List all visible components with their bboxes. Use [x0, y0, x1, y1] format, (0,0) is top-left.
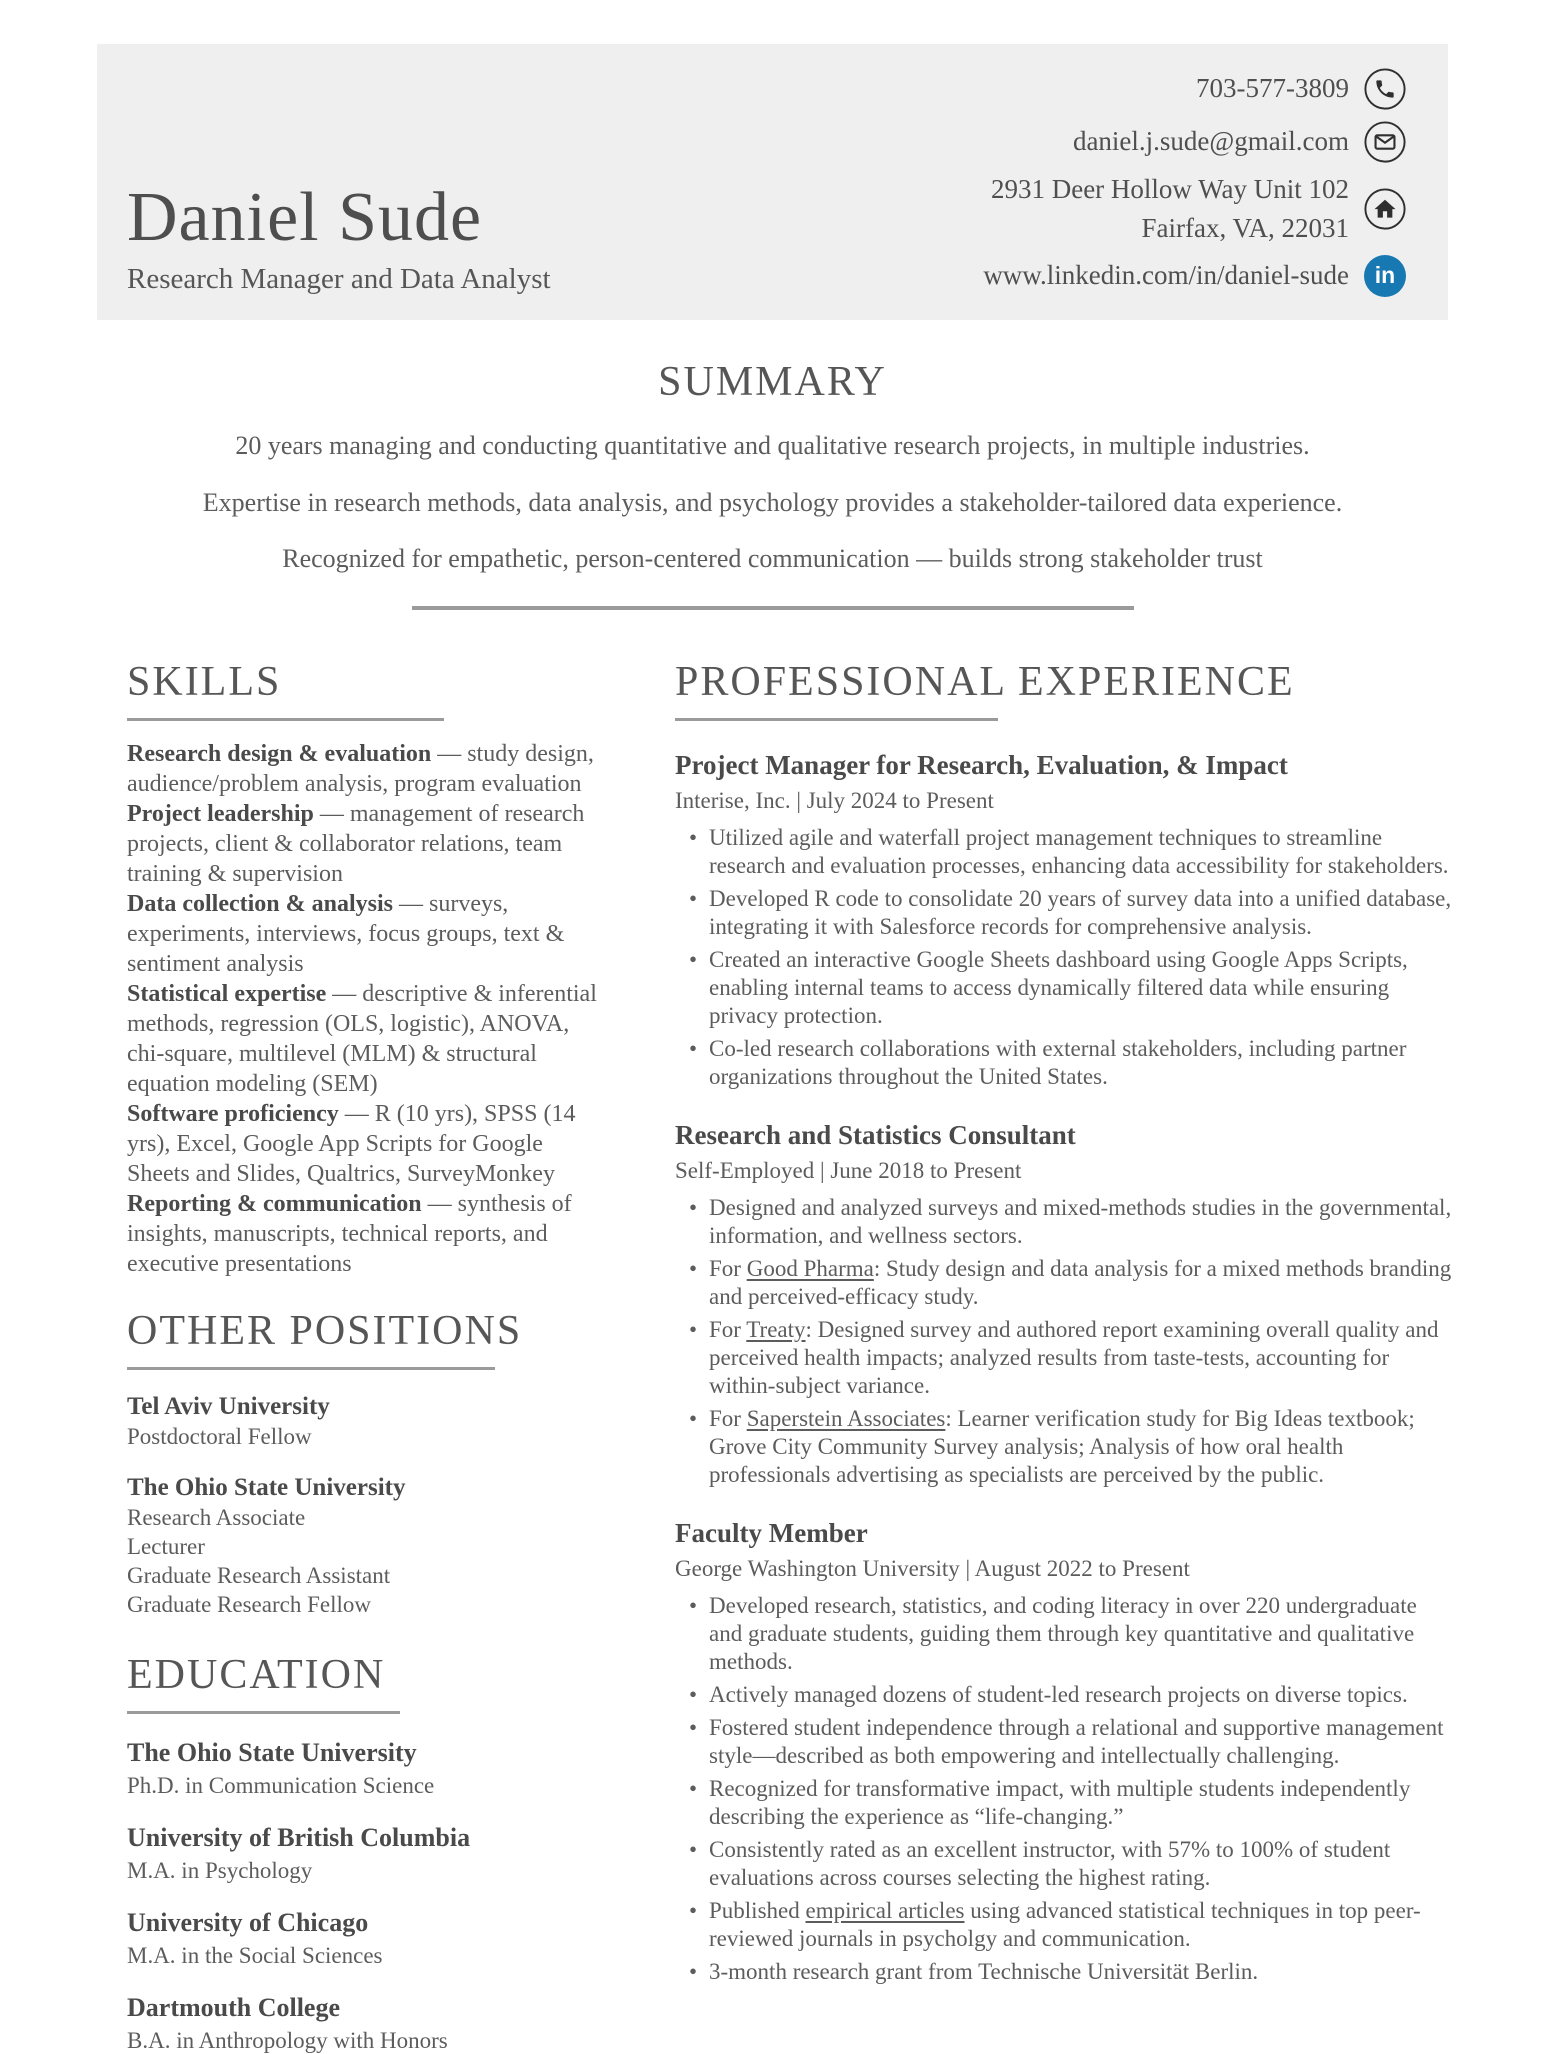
skill-item: [127, 1189, 610, 1279]
job-company-dates: George Washington University | August 2022 to Present: [675, 1555, 1190, 1581]
bullet-text: Developed research, statistics, and coding literacy in over 220 undergraduate and graduate students, guiding them through key quantitative and qualitative methods.: [709, 1592, 1417, 1674]
experience-section: [675, 658, 1455, 1986]
degree-name: Ph.D. in Communication Science: [127, 1772, 435, 1798]
education-item: [127, 1738, 610, 1799]
skill-description: — study design, audience/problem analysis, program evaluation: [127, 740, 594, 797]
summary-line: Recognized for empathetic, person-centered communication — builds strong stakeholder trust: [282, 544, 1263, 573]
bullet-text: 3-month research grant from Technische Universität Berlin.: [709, 1958, 1259, 1984]
skills-section: [127, 658, 610, 1279]
job-title: Research and Statistics Consultant: [675, 1119, 1076, 1150]
job-bullet: [709, 1255, 1455, 1311]
skill-term: Statistical expertise: [127, 980, 327, 1007]
organization-name: Tel Aviv University: [127, 1392, 330, 1420]
bullet-text: Consistently rated as an excellent instructor, with 57% to 100% of student evaluations across courses selecting the highest rating.: [709, 1836, 1391, 1890]
job-bullet: [709, 1194, 1455, 1250]
job-bullet: [709, 824, 1455, 880]
bullet-text: Published: [709, 1897, 806, 1923]
job-bullet-list: [675, 824, 1455, 1091]
skill-term: Data collection & analysis: [127, 890, 393, 917]
bullet-text: Created an interactive Google Sheets dashboard using Google Apps Scripts, enabling internal teams to access dynamically filtered data while ensuring privacy protection.: [709, 946, 1408, 1028]
experience-rule: [675, 718, 998, 721]
bullet-text: Developed R code to consolidate 20 years of survey data into a unified database, integrating it with Salesforce records for comprehensive analysis.: [709, 885, 1452, 939]
job-bullet: [709, 1897, 1455, 1953]
contact-row-email: [983, 121, 1406, 163]
skill-term: Reporting & communication: [127, 1190, 422, 1217]
summary-heading: SUMMARY: [658, 359, 887, 405]
person-title: Research Manager and Data Analyst: [127, 263, 551, 295]
school-name: Dartmouth College: [127, 1992, 341, 2022]
bullet-text: Designed and analyzed surveys and mixed-methods studies in the governmental, information, and wellness sectors.: [709, 1194, 1452, 1248]
linkedin-icon[interactable]: in: [1364, 255, 1406, 297]
job-entry: [675, 1517, 1455, 1986]
position-role: Postdoctoral Fellow: [127, 1423, 312, 1449]
job-bullet: [709, 1405, 1455, 1489]
summary-section: [0, 358, 1545, 610]
skill-description: — surveys, experiments, interviews, focus groups, text & sentiment analysis: [127, 890, 565, 977]
skill-item: [127, 979, 610, 1099]
bullet-text: : Learner verification study for Big Ideas textbook; Grove City Community Survey analysis; Analysis of how oral health professionals advertising as specialists are perceived by the public.: [709, 1405, 1415, 1487]
link-text[interactable]: Saperstein Associates: [746, 1405, 946, 1431]
skill-description: — synthesis of insights, manuscripts, technical reports, and executive presentations: [127, 1190, 572, 1277]
job-bullet: [709, 1958, 1455, 1986]
two-column-body: [127, 658, 1455, 2054]
job-bullet: [709, 1592, 1455, 1676]
skill-item: [127, 1099, 610, 1189]
bullet-text: For: [709, 1316, 747, 1342]
bullet-text: Actively managed dozens of student-led research projects on diverse topics.: [709, 1681, 1408, 1707]
position-group: [127, 1473, 610, 1619]
job-bullet: [709, 1316, 1455, 1400]
skill-item: [127, 889, 610, 979]
skill-term: Research design & evaluation: [127, 740, 432, 767]
bullet-text: For: [709, 1405, 747, 1431]
skills-rule: [127, 718, 444, 721]
job-bullet: [709, 1681, 1455, 1709]
school-name: The Ohio State University: [127, 1737, 417, 1767]
skill-term: Project leadership: [127, 800, 314, 827]
position-group: [127, 1392, 610, 1451]
bullet-text: For: [709, 1255, 747, 1281]
bullet-text: : Study design and data analysis for a mixed methods branding and perceived-efficacy study.: [709, 1255, 1452, 1309]
job-title: Faculty Member: [675, 1517, 868, 1548]
degree-name: M.A. in the Social Sciences: [127, 1942, 383, 1968]
right-column: [675, 658, 1455, 2054]
contact-block: [983, 44, 1448, 320]
contact-row-address: [983, 174, 1406, 244]
home-icon: [1364, 188, 1406, 230]
header: [97, 44, 1448, 320]
summary-divider: [412, 606, 1134, 610]
position-role: Research Associate: [127, 1504, 306, 1530]
job-bullet-list: [675, 1194, 1455, 1489]
skills-list: [127, 739, 610, 1279]
link-text[interactable]: Treaty: [746, 1316, 806, 1342]
education-section: [127, 1651, 610, 2054]
job-bullet: [709, 1714, 1455, 1770]
job-bullet: [709, 946, 1455, 1030]
skill-item: [127, 739, 610, 799]
position-role: Graduate Research Fellow: [127, 1591, 371, 1617]
link-text[interactable]: Good Pharma: [746, 1255, 874, 1281]
resume-page: [0, 44, 1545, 2054]
job-title: Project Manager for Research, Evaluation, & Impact: [675, 749, 1288, 780]
bullet-text: Co-led research collaborations with external stakeholders, including partner organizations throughout the United States.: [709, 1035, 1407, 1089]
position-role: Lecturer: [127, 1533, 205, 1559]
job-entry: [675, 749, 1455, 1091]
linkedin-url[interactable]: www.linkedin.com/in/daniel-sude: [983, 260, 1349, 290]
left-column: [127, 658, 610, 2054]
education-heading: EDUCATION: [127, 1651, 386, 1698]
skill-term: Software proficiency: [127, 1100, 339, 1127]
bullet-text: : Designed survey and authored report examining overall quality and perceived health impacts; analyzed results from taste-tests, accounting for within-subject variance.: [709, 1316, 1439, 1398]
other-positions-rule: [127, 1367, 495, 1370]
person-name: Daniel Sude: [127, 179, 483, 256]
job-bullet: [709, 885, 1455, 941]
phone-number: 703-577-3809: [1196, 73, 1349, 103]
phone-icon: [1364, 68, 1406, 110]
education-item: [127, 1823, 610, 1884]
school-name: University of Chicago: [127, 1907, 369, 1937]
job-bullet: [709, 1775, 1455, 1831]
skill-description: — R (10 yrs), SPSS (14 yrs), Excel, Google App Scripts for Google Sheets and Slides, Qualtrics, SurveyMonkey: [127, 1100, 576, 1187]
education-item: [127, 1993, 610, 2054]
email-icon: [1364, 121, 1406, 163]
summary-line: Expertise in research methods, data analysis, and psychology provides a stakeholder-tailored data experience.: [202, 487, 1343, 517]
other-positions-list: [127, 1392, 610, 1619]
summary-line: 20 years managing and conducting quantitative and qualitative research projects, in multiple industries.: [235, 431, 1310, 460]
identity-block: [97, 179, 551, 320]
degree-name: M.A. in Psychology: [127, 1857, 313, 1883]
postal-address: [991, 174, 1349, 244]
link-text[interactable]: empirical articles: [805, 1897, 965, 1923]
experience-jobs: [675, 749, 1455, 1986]
skill-description: — descriptive & inferential methods, regression (OLS, logistic), ANOVA, chi-square, multilevel (MLM) & structural equation modeling (SEM): [127, 980, 597, 1097]
job-entry: [675, 1119, 1455, 1489]
education-rule: [127, 1711, 400, 1714]
email-address: daniel.j.sude@gmail.com: [1072, 126, 1349, 156]
experience-heading: PROFESSIONAL EXPERIENCE: [675, 658, 1295, 705]
skill-description: — management of research projects, client & collaborator relations, team training & supervision: [127, 800, 585, 887]
job-bullet-list: [675, 1592, 1455, 1986]
education-list: [127, 1738, 610, 2054]
education-item: [127, 1908, 610, 1969]
contact-row-linkedin: [983, 255, 1406, 297]
job-bullet: [709, 1836, 1455, 1892]
skill-item: [127, 799, 610, 889]
degree-name: B.A. in Anthropology with Honors: [127, 2027, 448, 2053]
organization-name: The Ohio State University: [127, 1473, 406, 1501]
job-bullet: [709, 1035, 1455, 1091]
job-company-dates: Interise, Inc. | July 2024 to Present: [675, 787, 994, 813]
address-line-2: Fairfax, VA, 22031: [1141, 212, 1349, 243]
bullet-text: Recognized for transformative impact, with multiple students independently describing the experience as “life-changing.”: [709, 1775, 1411, 1829]
bullet-text: using advanced statistical techniques in top peer-reviewed journals in psycholgy and communication.: [709, 1897, 1421, 1951]
bullet-text: Fostered student independence through a relational and supportive management style—described as both empowering and intellectually challenging.: [709, 1714, 1444, 1768]
other-positions-section: [127, 1307, 610, 1619]
skills-heading: SKILLS: [127, 658, 282, 705]
job-company-dates: Self-Employed | June 2018 to Present: [675, 1157, 1022, 1183]
contact-row-phone: [983, 68, 1406, 110]
position-role: Graduate Research Assistant: [127, 1562, 391, 1588]
address-line-1: 2931 Deer Hollow Way Unit 102: [990, 173, 1349, 204]
other-positions-heading: OTHER POSITIONS: [127, 1307, 523, 1354]
bullet-text: Utilized agile and waterfall project management techniques to streamline research and evaluation processes, enhancing data accessibility for stakeholders.: [709, 824, 1449, 878]
school-name: University of British Columbia: [127, 1822, 471, 1852]
